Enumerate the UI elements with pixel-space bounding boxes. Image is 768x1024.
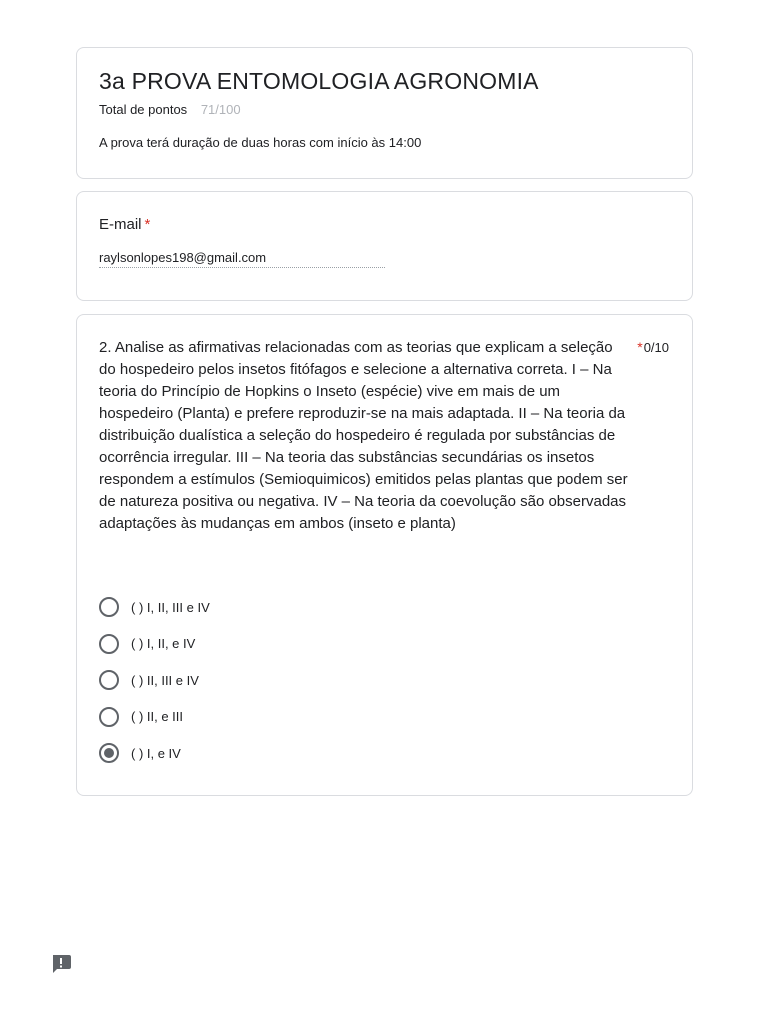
form-title: 3a PROVA ENTOMOLOGIA AGRONOMIA — [99, 68, 539, 94]
email-label: E-mail — [99, 216, 142, 233]
question-text: 2. Analise as afirmativas relacionadas com as teorias que explicam a seleção do hospedeiro pelos insetos fitófagos e selecione a alternativa correta. I – Na teoria do Princípio de Hopkins o Inseto (espécie) vive em mais de um hospedeiro (Planta) e prefere reproduzir-se na mais adaptada. II – Na teoria da distribuição dualística a seleção do hospedeiro é regulada por substâncias de ocorrência irregular. III – Na teoria das substâncias secundárias os insetos respondem a estímulos (Semioquimicos) emitidos pelas plantas que podem ser de natureza positiva ou negativa. IV – Na teoria da coevolução são observadas adaptações às mudanças em ambos (inseto e planta) — [99, 339, 628, 532]
required-mark: * — [637, 339, 643, 355]
email-question — [99, 216, 150, 233]
required-mark: * — [144, 216, 151, 233]
form-header-card — [76, 47, 693, 179]
answer-option[interactable] — [99, 662, 210, 699]
radio-button[interactable] — [99, 634, 119, 654]
question-card — [76, 314, 693, 796]
radio-button[interactable] — [99, 707, 119, 727]
answer-option[interactable] — [99, 589, 210, 626]
email-field[interactable]: raylsonlopes198@gmail.com — [99, 250, 385, 268]
answer-option[interactable] — [99, 699, 210, 736]
question-score — [637, 339, 669, 355]
answer-option[interactable] — [99, 626, 210, 663]
radio-button[interactable] — [99, 597, 119, 617]
form-description: A prova terá duração de duas horas com início às 14:00 — [99, 135, 422, 150]
feedback-icon[interactable] — [50, 954, 72, 974]
answer-option-label: ( ) I, II, III e IV — [131, 599, 210, 615]
radio-button[interactable] — [99, 670, 119, 690]
answer-options — [99, 589, 210, 772]
score-value: 0/10 — [643, 340, 669, 355]
total-points-value: 71/100 — [200, 102, 241, 117]
answer-option-label: ( ) I, II, e IV — [131, 636, 196, 652]
answer-option[interactable] — [99, 735, 210, 772]
answer-option-label: ( ) II, III e IV — [131, 672, 199, 688]
total-points-label: Total de pontos — [99, 102, 188, 117]
radio-button[interactable] — [99, 743, 119, 763]
answer-option-label: ( ) I, e IV — [131, 745, 181, 761]
email-card — [76, 191, 693, 301]
answer-option-label: ( ) II, e III — [131, 709, 184, 725]
total-points — [99, 102, 241, 117]
